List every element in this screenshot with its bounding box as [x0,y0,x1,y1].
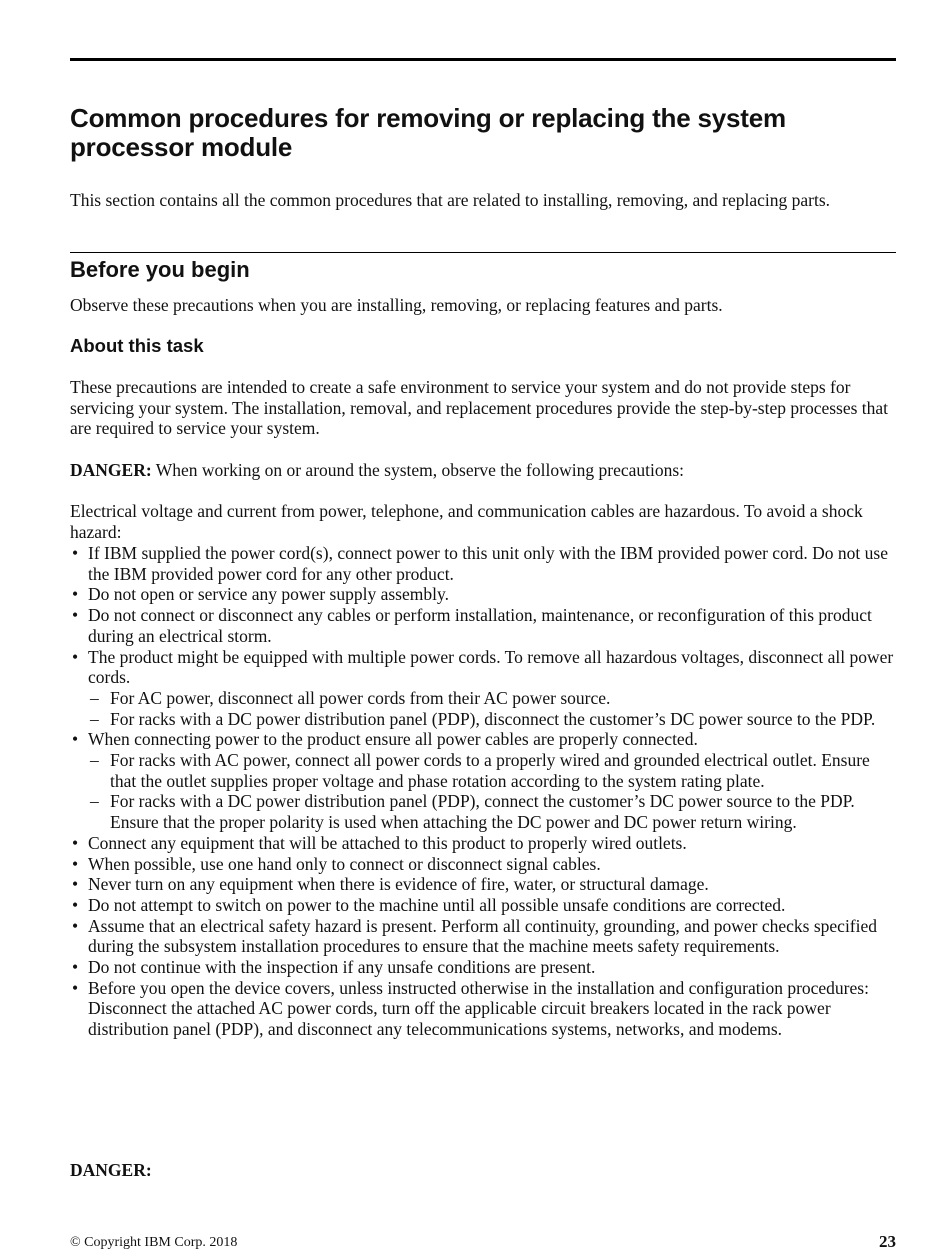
list-item [70,874,896,895]
list-item [70,916,896,957]
section-divider [70,252,896,253]
dash-icon: – [90,750,99,771]
dash-icon: – [90,791,99,812]
observe-paragraph: Observe these precautions when you are installing, removing, or replacing features and parts. [70,295,723,315]
electrical-paragraph: Electrical voltage and current from power, telephone, and communication cables are hazardous. To avoid a shock hazard: [70,501,863,542]
sub-list-item [88,791,896,832]
list-item-text: When connecting power to the product ensure all power cables are properly connected. [88,729,698,750]
list-item-text: Assume that an electrical safety hazard is present. Perform all continuity, grounding, and power checks specified during the subsystem installation procedures to ensure that the machine meets safety requirements. [88,915,878,957]
bullet-icon: • [72,543,79,563]
list-item [70,957,896,978]
danger-label: DANGER: [70,460,152,480]
precaution-list [70,543,896,1040]
section-heading: Before you begin [70,257,250,282]
subsection-heading: About this task [70,335,204,356]
list-item-text: When possible, use one hand only to connect or disconnect signal cables. [88,853,601,874]
list-item-text: Do not connect or disconnect any cables or perform installation, maintenance, or reconfiguration of this product during an electrical storm. [88,605,872,646]
list-item-text: Before you open the device covers, unless instructed otherwise in the installation and configuration procedures: Disconnect the attached AC power cords, turn off the applicable circuit breakers located in the rack power distribution panel (PDP), and disconnect any telecommunications systems, networks, and modems. [88,977,869,1040]
list-item [70,584,896,605]
page-title: Common procedures for removing or replacing the system processor module [70,103,786,162]
danger-label-2: DANGER: [70,1160,152,1180]
dash-icon: – [90,708,99,729]
list-item-text: Never turn on any equipment when there is evidence of fire, water, or structural damage. [88,874,709,895]
list-item [70,833,896,854]
list-item-text: Do not open or service any power supply assembly. [88,584,449,605]
list-item-text: The product might be equipped with multiple power cords. To remove all hazardous voltages, disconnect all power cords. [88,646,894,688]
top-rule [70,58,896,61]
sub-list-item-text: For racks with a DC power distribution panel (PDP), disconnect the customer’s DC power source to the PDP. [110,708,876,729]
bullet-icon: • [72,605,79,626]
sub-list-item [88,709,896,730]
bullet-icon: • [72,915,79,936]
dash-icon: – [90,687,99,708]
sub-list-item-text: For AC power, disconnect all power cords from their AC power source. [110,687,611,708]
list-item [70,647,896,730]
page-number: 23 [879,1232,896,1251]
sub-list-item [88,688,896,709]
list-item [70,543,896,584]
danger-text: When working on or around the system, observe the following precautions: [151,460,685,480]
list-item [70,854,896,875]
sub-list-item-text: For racks with a DC power distribution panel (PDP), connect the customer’s DC power source to the PDP. Ensure that the proper polarity is used when attaching the DC power and DC power return wiring. [110,791,855,833]
list-item-text: Connect any equipment that will be attached to this product to properly wired outlets. [88,832,687,853]
intro-paragraph: This section contains all the common procedures that are related to installing, removing, and replacing parts. [70,190,831,210]
list-item-text: Do not attempt to switch on power to the machine until all possible unsafe conditions are corrected. [88,894,786,915]
danger-notice [70,460,896,481]
bullet-icon: • [72,894,79,915]
bullet-icon: • [72,853,79,874]
list-item-text: If IBM supplied the power cord(s), connect power to this unit only with the IBM provided power cord. Do not use the IBM provided power cord for any other product. [88,543,888,584]
bullet-icon: • [72,729,79,750]
list-item [70,895,896,916]
list-item [70,605,896,646]
sub-list-item-text: For racks with AC power, connect all power cords to a properly wired and grounded electrical outlet. Ensure that the outlet supplies proper voltage and phase rotation according to the system rating plate. [110,750,870,791]
bullet-icon: • [72,832,79,853]
bullet-icon: • [72,874,79,895]
sub-list [88,750,896,833]
bullet-icon: • [72,957,79,978]
copyright-footer: © Copyright IBM Corp. 2018 [70,1235,238,1250]
list-item-text: Do not continue with the inspection if any unsafe conditions are present. [88,957,596,978]
bullet-icon: • [72,977,79,998]
sub-list-item [88,750,896,791]
bullet-icon: • [72,646,79,667]
sub-list [88,688,896,729]
list-item [70,978,896,1040]
list-item [70,729,896,833]
task-paragraph: These precautions are intended to create a safe environment to service your system and do not provide steps for servicing your system. The installation, removal, and replacement procedures provide the step-by-step processes that are required to service your system. [70,377,889,439]
bullet-icon: • [72,584,79,605]
